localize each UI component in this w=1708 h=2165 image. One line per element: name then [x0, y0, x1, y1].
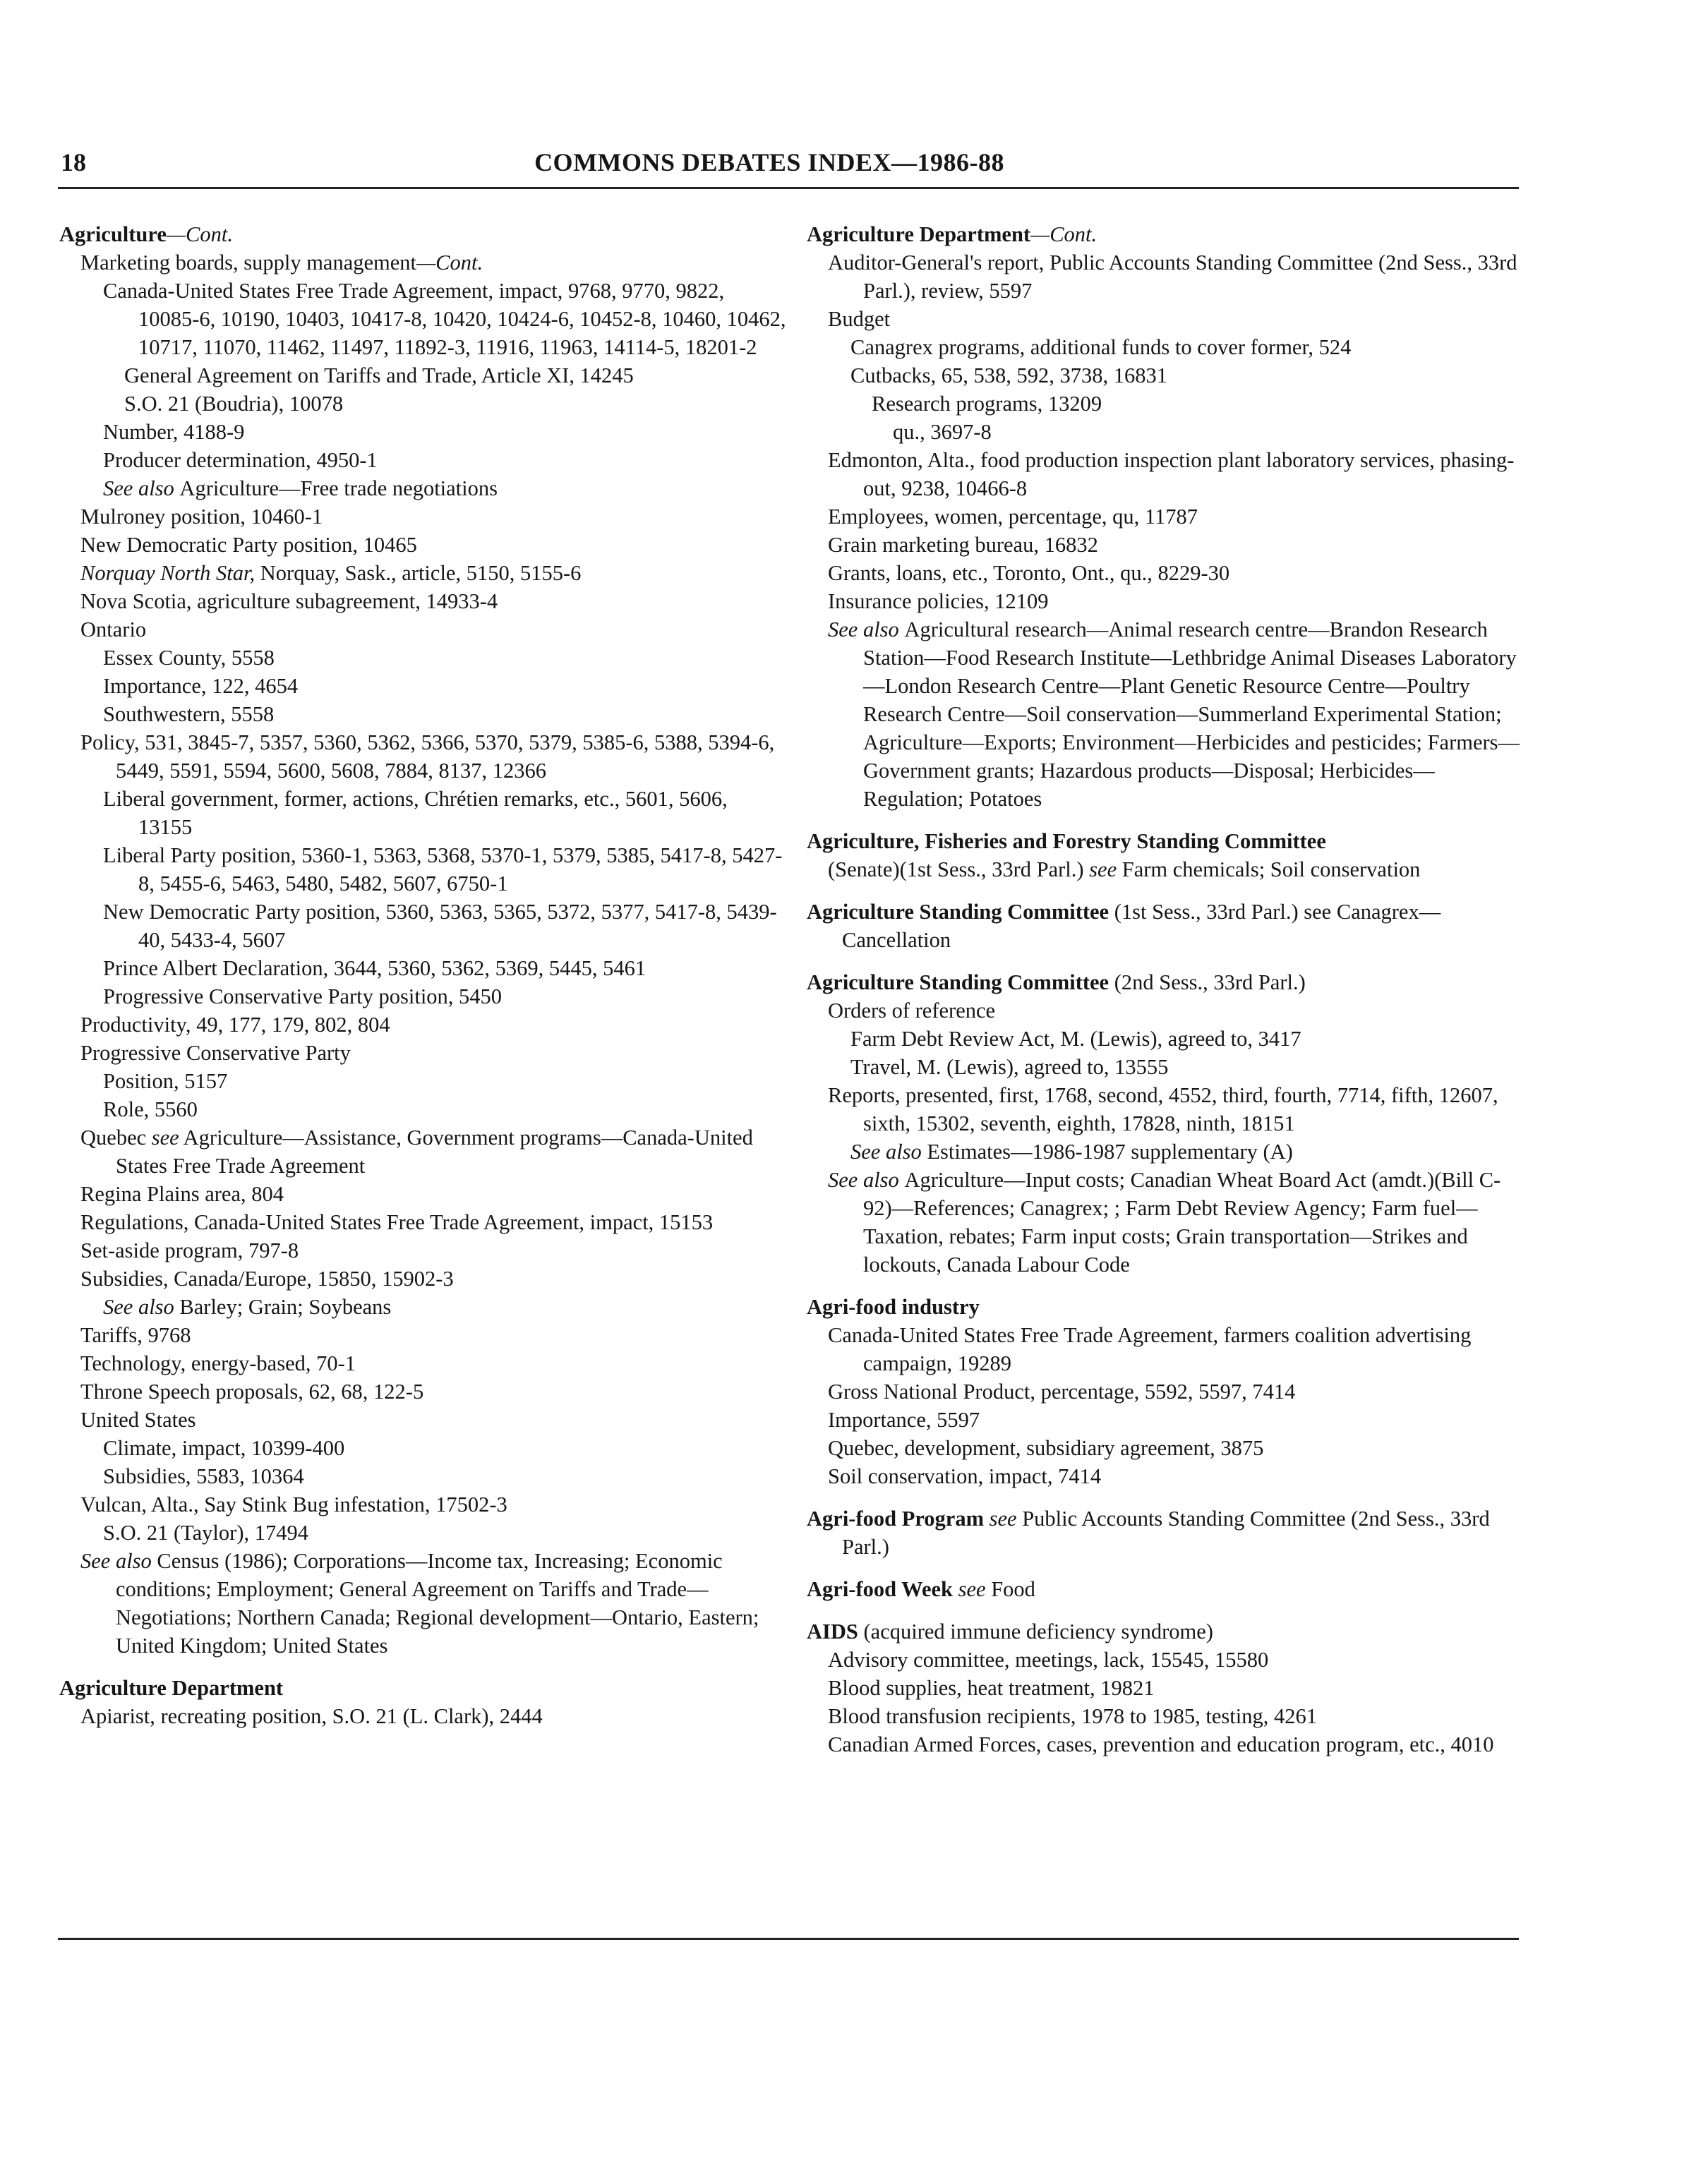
- index-entry-agrifood-industry: [807, 1293, 1527, 1490]
- subentry: Regulations, Canada-United States Free Trade Agreement, impact, 15153: [80, 1210, 714, 1234]
- subentry: Regina Plains area, 804: [80, 1182, 284, 1206]
- subentry: S.O. 21 (Taylor), 17494: [103, 1521, 308, 1545]
- subentry: Blood supplies, heat treatment, 19821: [828, 1676, 1155, 1700]
- page-number: 18: [61, 148, 86, 176]
- subentry: Position, 5157: [103, 1069, 228, 1093]
- entry-heading: Agri-food Week see Food: [807, 1577, 1035, 1601]
- subentry-list: [807, 248, 1527, 813]
- subentry-list: [59, 248, 786, 1660]
- subentry: Travel, M. (Lewis), agreed to, 13555: [850, 1055, 1169, 1079]
- subentry: Role, 5560: [103, 1097, 198, 1121]
- subentry: Quebec see Agriculture—Assistance, Government programs—Canada-United States Free Trade Agreement: [80, 1126, 753, 1178]
- subentry: Norquay North Star, Norquay, Sask., article, 5150, 5155-6: [80, 561, 582, 585]
- subentry: Essex County, 5558: [103, 646, 275, 670]
- subentry: Southwestern, 5558: [103, 702, 275, 726]
- subentry: Canagrex programs, additional funds to cover former, 524: [850, 335, 1352, 359]
- entry-heading: Agriculture—Cont.: [59, 222, 233, 246]
- subentry: Climate, impact, 10399-400: [103, 1436, 345, 1460]
- subentry: Cutbacks, 65, 538, 592, 3738, 16831: [850, 363, 1168, 387]
- subentry: See also Census (1986); Corporations—Income tax, Increasing; Economic conditions; Employment; General Agreement on Tariffs and Trade—Negotiations; Northern Canada; Regional development—Ontario, Eastern; United Kingdom; United States: [80, 1549, 759, 1658]
- index-entry-asc-2nd: [807, 968, 1527, 1279]
- index-entry-agriculture-department: [59, 1674, 786, 1730]
- left-column: [59, 220, 786, 1744]
- subentry: New Democratic Party position, 5360, 5363, 5365, 5372, 5377, 5417-8, 5439-40, 5433-4, 5607: [103, 900, 777, 952]
- header-rule: [58, 187, 1519, 189]
- subentry: Advisory committee, meetings, lack, 15545, 15580: [828, 1648, 1269, 1672]
- subentry: Liberal Party position, 5360-1, 5363, 5368, 5370-1, 5379, 5385, 5417-8, 5427-8, 5455-6, 5463, 5480, 5482, 5607, 6750-1: [103, 843, 783, 895]
- subentry: Prince Albert Declaration, 3644, 5360, 5362, 5369, 5445, 5461: [103, 956, 646, 980]
- subentry: Subsidies, Canada/Europe, 15850, 15902-3: [80, 1267, 454, 1291]
- subentry-list: [807, 1646, 1527, 1759]
- subentry: Liberal government, former, actions, Chrétien remarks, etc., 5601, 5606, 13155: [103, 787, 728, 839]
- subentry: Set-aside program, 797-8: [80, 1238, 299, 1262]
- subentry: Grain marketing bureau, 16832: [828, 533, 1098, 557]
- subentry: Canadian Armed Forces, cases, prevention and education program, etc., 4010: [828, 1732, 1494, 1756]
- right-column: [807, 220, 1527, 1773]
- subentry: Number, 4188-9: [103, 420, 245, 444]
- subentry: Orders of reference: [828, 999, 996, 1023]
- subentry: Tariffs, 9768: [80, 1323, 191, 1347]
- subentry: Productivity, 49, 177, 179, 802, 804: [80, 1013, 390, 1037]
- subentry: See also Agriculture—Input costs; Canadian Wheat Board Act (amdt.)(Bill C-92)—References; Canagrex; ; Farm Debt Review Agency; Farm fuel—Taxation, rebates; Farm input costs; Grain transportation—Strikes and lockouts, Canada Labour Code: [828, 1168, 1501, 1277]
- index-entry-agriculture-department-cont: [807, 220, 1527, 813]
- subentry: Mulroney position, 10460-1: [80, 505, 323, 529]
- subentry-list: [59, 1702, 786, 1730]
- subentry: Blood transfusion recipients, 1978 to 1985, testing, 4261: [828, 1704, 1317, 1728]
- footer-rule: [58, 1938, 1519, 1940]
- subentry: See also Barley; Grain; Soybeans: [103, 1295, 392, 1319]
- subentry: Ontario: [80, 617, 147, 641]
- index-entry-aids: [807, 1617, 1527, 1759]
- subentry: Auditor-General's report, Public Accounts Standing Committee (2nd Sess., 33rd Parl.), review, 5597: [828, 251, 1517, 303]
- subentry: Producer determination, 4950-1: [103, 448, 378, 472]
- entry-heading: Agri-food industry: [807, 1295, 980, 1319]
- page-title: COMMONS DEBATES INDEX—1986-88: [534, 148, 1004, 176]
- subentry: See also Agriculture—Free trade negotiations: [103, 476, 498, 500]
- subentry: Throne Speech proposals, 62, 68, 122-5: [80, 1380, 424, 1404]
- subentry: Insurance policies, 12109: [828, 589, 1049, 613]
- subentry: Marketing boards, supply management—Cont.: [80, 251, 483, 275]
- index-entry-asc-1st: [807, 898, 1527, 954]
- subentry: Progressive Conservative Party: [80, 1041, 351, 1065]
- subentry: qu., 3697-8: [893, 420, 992, 444]
- subentry-list: [807, 1321, 1527, 1490]
- subentry: Budget: [828, 307, 891, 331]
- index-entry-agrifood-program: [807, 1504, 1527, 1561]
- subentry: Employees, women, percentage, qu, 11787: [828, 505, 1198, 529]
- subentry: Apiarist, recreating position, S.O. 21 (L. Clark), 2444: [80, 1704, 543, 1728]
- subentry: Canada-United States Free Trade Agreement, impact, 9768, 9770, 9822, 10085-6, 10190, 10403, 10417-8, 10420, 10424-6, 10452-8, 10460, 10462, 10717, 11070, 11462, 11497, 11892-3, 11916, 11963, 14114-5, 18201-2: [103, 279, 786, 359]
- subentry: Canada-United States Free Trade Agreement, farmers coalition advertising campaign, 19289: [828, 1323, 1472, 1375]
- subentry: Edmonton, Alta., food production inspection plant laboratory services, phasing-out, 9238, 10466-8: [828, 448, 1515, 500]
- subentry: Soil conservation, impact, 7414: [828, 1464, 1102, 1488]
- subentry: S.O. 21 (Boudria), 10078: [124, 392, 344, 416]
- entry-heading: Agriculture Department: [59, 1676, 284, 1700]
- subentry: Quebec, development, subsidiary agreement, 3875: [828, 1436, 1264, 1460]
- subentry: New Democratic Party position, 10465: [80, 533, 417, 557]
- subentry: Gross National Product, percentage, 5592, 5597, 7414: [828, 1380, 1296, 1404]
- subentry: Reports, presented, first, 1768, second, 4552, third, fourth, 7714, fifth, 12607, sixth, 15302, seventh, eighth, 17828, ninth, 18151: [828, 1083, 1498, 1135]
- entry-heading: Agriculture, Fisheries and Forestry Standing Committee: [807, 829, 1326, 853]
- subentry: Policy, 531, 3845-7, 5357, 5360, 5362, 5366, 5370, 5379, 5385-6, 5388, 5394-6, 5449, 5591, 5594, 5600, 5608, 7884, 8137, 12366: [80, 730, 775, 783]
- index-entry-agriculture-cont: [59, 220, 786, 1660]
- entry-heading: Agriculture Standing Committee (1st Sess., 33rd Parl.) see Canagrex—Cancellation: [807, 900, 1441, 952]
- subentry-list: [807, 996, 1527, 1279]
- subentry: General Agreement on Tariffs and Trade, Article XI, 14245: [124, 363, 634, 387]
- index-entry-afsc: [807, 827, 1527, 884]
- entry-heading: AIDS (acquired immune deficiency syndrome): [807, 1620, 1213, 1644]
- entry-text: (Senate)(1st Sess., 33rd Parl.) see Farm chemicals; Soil conservation: [828, 857, 1421, 881]
- subentry: Progressive Conservative Party position, 5450: [103, 984, 503, 1008]
- entry-heading: Agriculture Standing Committee (2nd Sess., 33rd Parl.): [807, 970, 1306, 994]
- subentry: See also Agricultural research—Animal research centre—Brandon Research Station—Food Research Institute—Lethbridge Animal Diseases Laboratory—London Research Centre—Plant Genetic Resource Centre—Poultry Research Centre—Soil conservation—Summerland Experimental Station; Agriculture—Exports; Environment—Herbicides and pesticides; Farmers—Government grants; Hazardous products—Disposal; Herbicides—Regulation; Potatoes: [828, 617, 1520, 811]
- subentry: Importance, 122, 4654: [103, 674, 299, 698]
- subentry: Technology, energy-based, 70-1: [80, 1351, 356, 1375]
- entry-heading: Agri-food Program see Public Accounts Standing Committee (2nd Sess., 33rd Parl.): [807, 1507, 1490, 1559]
- subentry: Importance, 5597: [828, 1408, 980, 1432]
- subentry: Farm Debt Review Act, M. (Lewis), agreed to, 3417: [850, 1027, 1301, 1051]
- subentry: United States: [80, 1408, 196, 1432]
- subentry: Research programs, 13209: [872, 392, 1102, 416]
- subentry: Grants, loans, etc., Toronto, Ont., qu., 8229-30: [828, 561, 1230, 585]
- subentry: Vulcan, Alta., Say Stink Bug infestation, 17502-3: [80, 1492, 507, 1516]
- index-entry-agrifood-week: [807, 1575, 1527, 1603]
- subentry: Nova Scotia, agriculture subagreement, 14933-4: [80, 589, 498, 613]
- subentry: Subsidies, 5583, 10364: [103, 1464, 304, 1488]
- subentry: See also Estimates—1986-1987 supplementary (A): [850, 1140, 1293, 1164]
- entry-heading: Agriculture Department—Cont.: [807, 222, 1097, 246]
